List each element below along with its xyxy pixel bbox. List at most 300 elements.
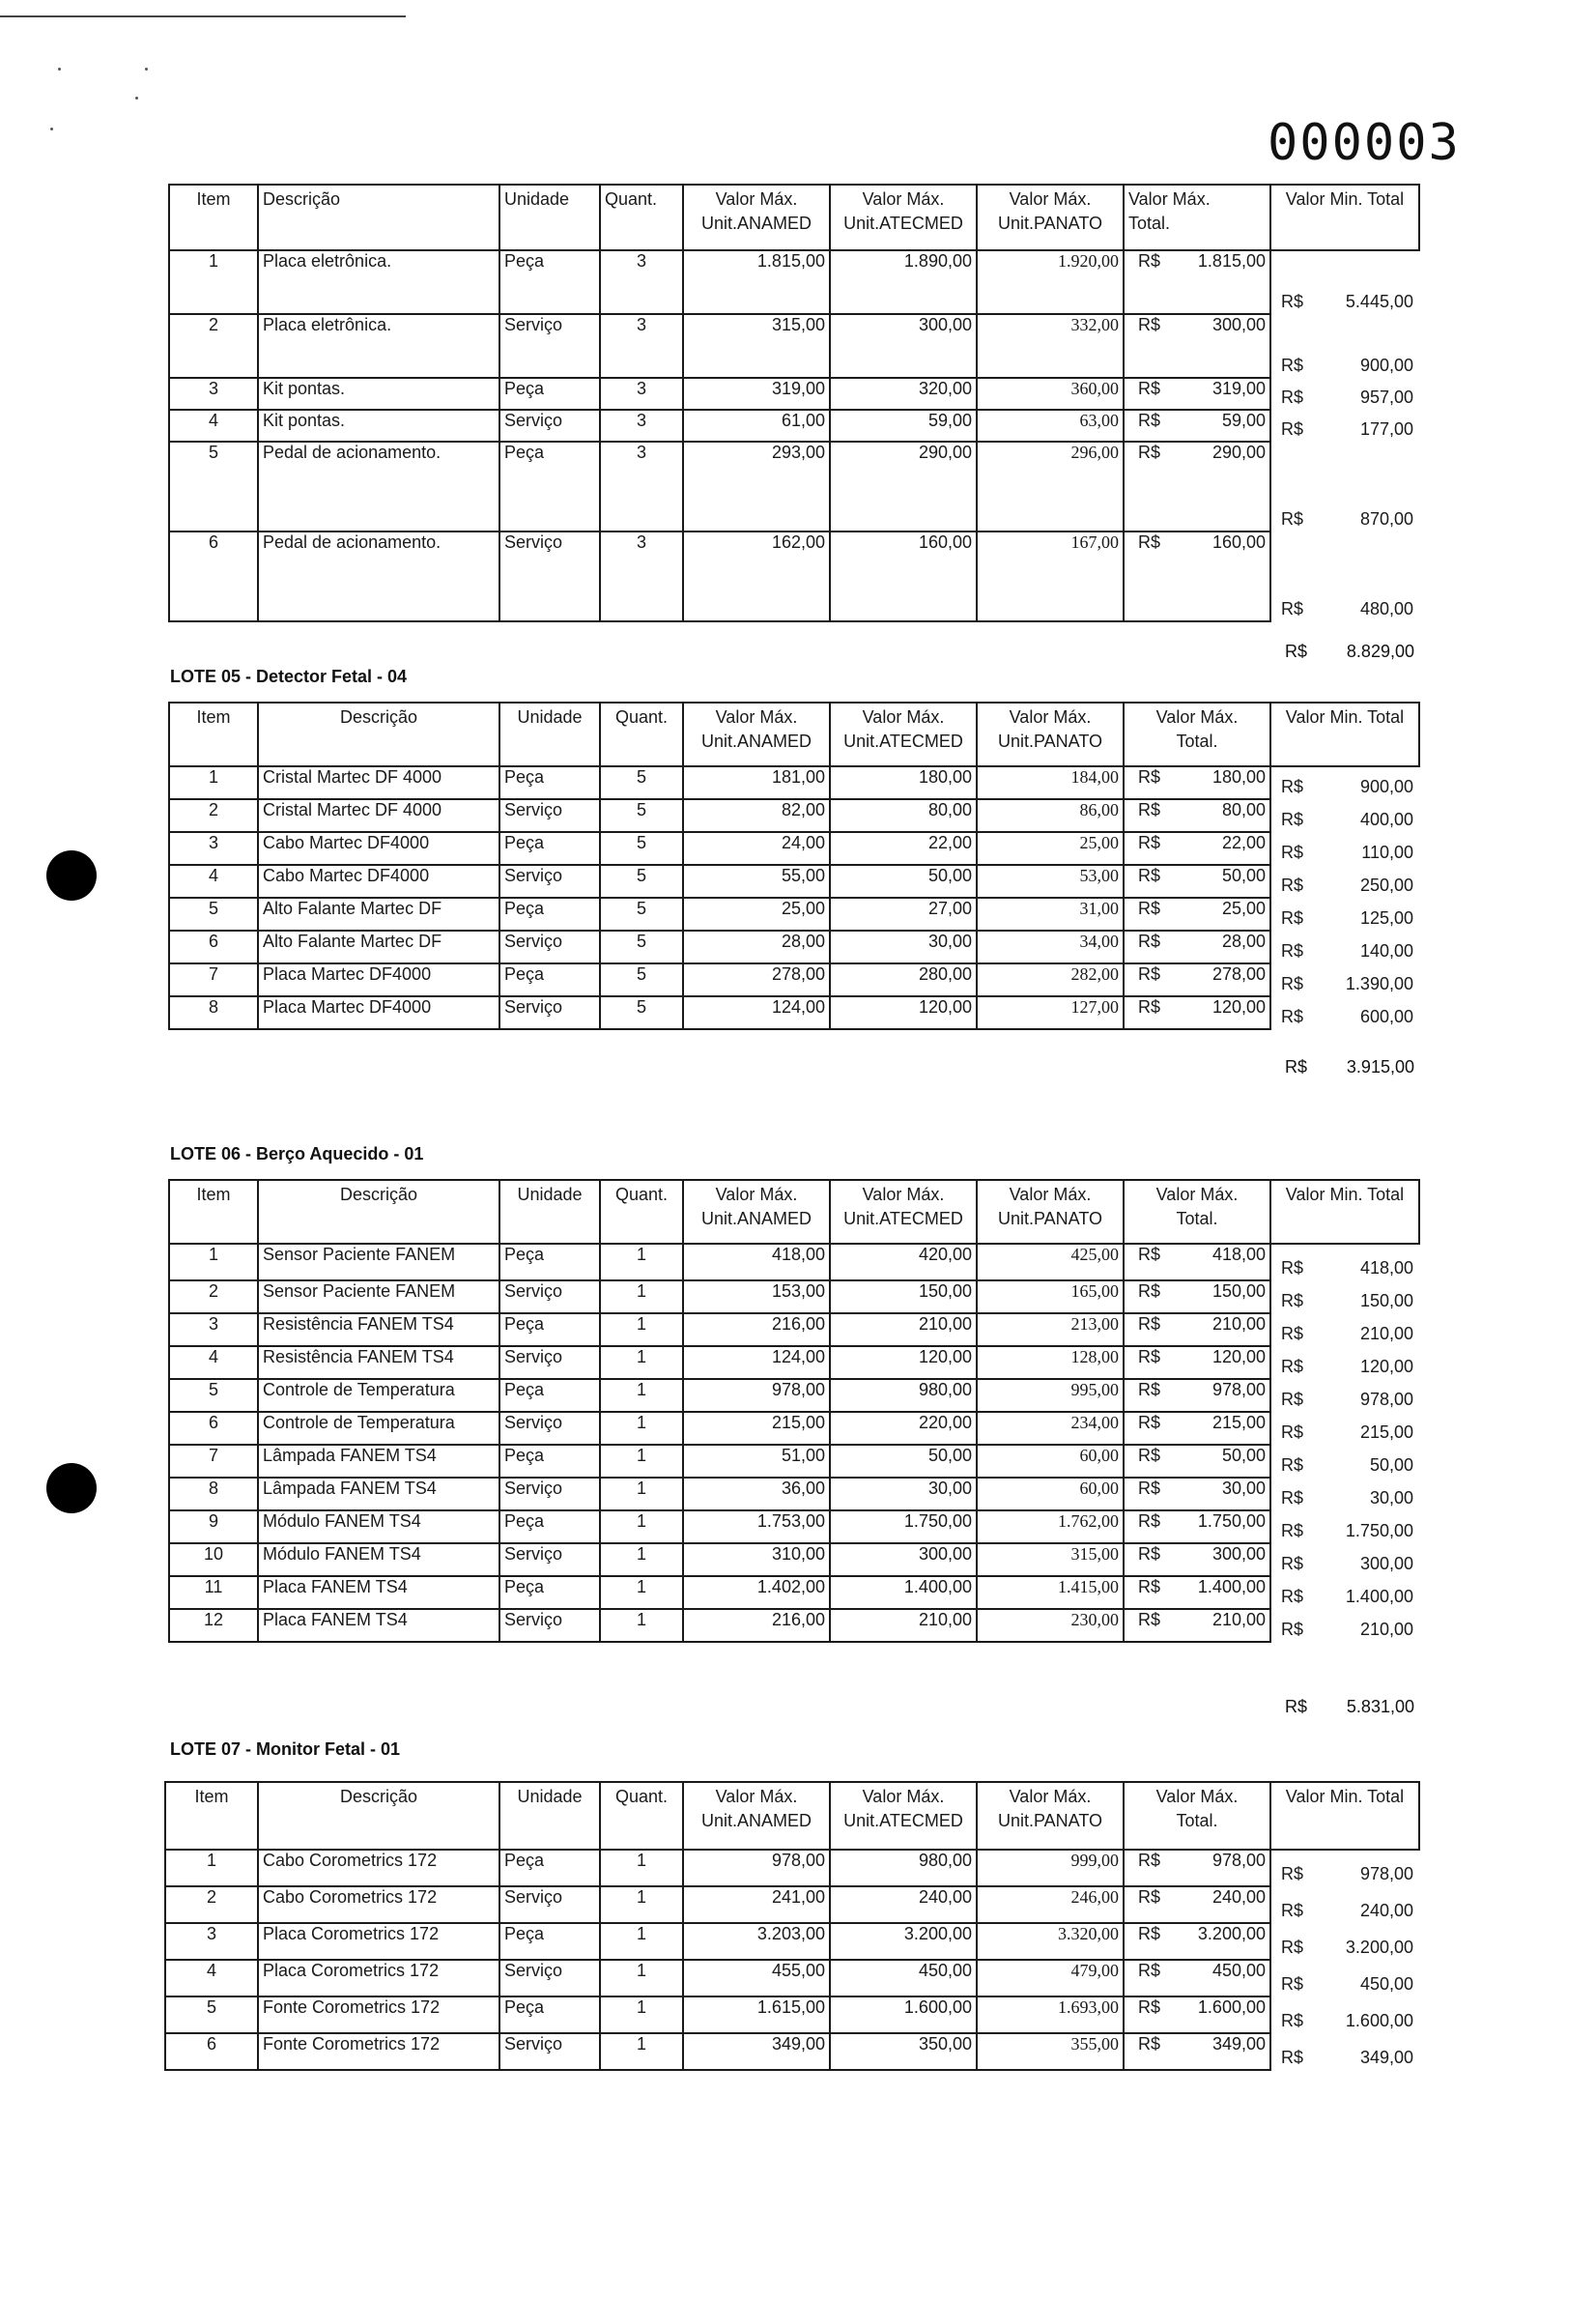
header-line: Valor Máx. <box>1009 707 1092 727</box>
cell-panato: 1.415,00 <box>977 1576 1124 1609</box>
header-line: Valor Máx. <box>1128 189 1211 209</box>
cell-quant: 1 <box>600 1313 683 1346</box>
currency-label: R$ <box>1281 1620 1304 1639</box>
cell-total-max <box>1124 832 1270 865</box>
section-title: LOTE 06 - Berço Aquecido - 01 <box>170 1144 424 1163</box>
cell-panato: 25,00 <box>977 832 1124 865</box>
max-value: 1.815,00 <box>1197 251 1266 271</box>
cell-descricao: Cristal Martec DF 4000 <box>258 766 499 799</box>
table-header-row <box>169 703 1419 766</box>
cell-unidade: Peça <box>499 1379 600 1412</box>
cell-quant: 3 <box>600 442 683 531</box>
header-total-max <box>1124 703 1270 766</box>
cell-panato: 1.693,00 <box>977 1996 1124 2033</box>
max-value: 59,00 <box>1221 411 1266 430</box>
table-row <box>169 1346 1419 1379</box>
cell-panato: 296,00 <box>977 442 1124 531</box>
header-panato <box>977 1782 1124 1850</box>
currency-label: R$ <box>1138 932 1161 951</box>
min-value: 900,00 <box>1359 777 1413 796</box>
header-line: Unit.PANATO <box>997 732 1103 751</box>
header-line: Valor Máx. <box>1155 1185 1239 1204</box>
header-item: Item <box>169 1180 258 1244</box>
table-row <box>165 1850 1419 1886</box>
cell-total-max <box>1124 314 1270 378</box>
currency-label: R$ <box>1138 2034 1161 2054</box>
cell-item: 1 <box>165 1850 258 1886</box>
cell-panato: 230,00 <box>977 1609 1124 1642</box>
cell-descricao: Pedal de acionamento. <box>258 442 499 531</box>
currency-label: R$ <box>1281 1864 1304 1883</box>
cell-descricao: Fonte Corometrics 172 <box>258 2033 499 2070</box>
currency-label: R$ <box>1281 1422 1304 1442</box>
price-table <box>168 184 1420 622</box>
cell-quant: 3 <box>600 410 683 442</box>
currency-label: R$ <box>1281 2048 1304 2067</box>
cell-item: 1 <box>169 1244 258 1280</box>
currency-label: R$ <box>1281 1488 1304 1508</box>
currency-label: R$ <box>1138 1413 1161 1432</box>
min-value: 1.390,00 <box>1345 974 1413 993</box>
cell-anamed: 3.203,00 <box>683 1923 830 1960</box>
table-row <box>169 410 1419 442</box>
currency-label: R$ <box>1138 1610 1161 1629</box>
cell-total-max <box>1124 1412 1270 1445</box>
min-value: 250,00 <box>1359 876 1413 895</box>
header-atecmed <box>830 1180 977 1244</box>
cell-quant: 1 <box>600 1412 683 1445</box>
cell-atecmed: 980,00 <box>830 1379 977 1412</box>
cell-anamed: 51,00 <box>683 1445 830 1478</box>
cell-total-max <box>1124 766 1270 799</box>
cell-anamed: 55,00 <box>683 865 830 898</box>
table-row <box>169 898 1419 931</box>
header-line: Unit.ATECMED <box>843 214 963 233</box>
cell-quant: 1 <box>600 1576 683 1609</box>
cell-anamed: 349,00 <box>683 2033 830 2070</box>
currency-label: R$ <box>1281 777 1304 796</box>
header-descricao: Descrição <box>258 1180 499 1244</box>
currency-label: R$ <box>1138 1511 1161 1531</box>
cell-descricao: Controle de Temperatura <box>258 1379 499 1412</box>
max-value: 210,00 <box>1211 1314 1266 1334</box>
min-value: 5.445,00 <box>1345 292 1413 311</box>
cell-item: 12 <box>169 1609 258 1642</box>
punch-hole <box>46 1463 97 1513</box>
cell-panato: 355,00 <box>977 2033 1124 2070</box>
cell-min-total <box>1270 1445 1419 1478</box>
currency-label: R$ <box>1138 1479 1161 1498</box>
currency-label: R$ <box>1281 292 1304 311</box>
cell-item: 4 <box>165 1960 258 1996</box>
cell-atecmed: 3.200,00 <box>830 1923 977 1960</box>
cell-item: 7 <box>169 963 258 996</box>
cell-quant: 1 <box>600 1543 683 1576</box>
cell-unidade: Peça <box>499 963 600 996</box>
currency-label: R$ <box>1281 941 1304 961</box>
cell-min-total <box>1270 898 1419 931</box>
cell-descricao: Sensor Paciente FANEM <box>258 1244 499 1280</box>
header-panato <box>977 1180 1124 1244</box>
cell-atecmed: 30,00 <box>830 1478 977 1510</box>
cell-min-total <box>1270 832 1419 865</box>
cell-descricao: Módulo FANEM TS4 <box>258 1543 499 1576</box>
table-header-row <box>165 1782 1419 1850</box>
cell-quant: 5 <box>600 898 683 931</box>
cell-unidade: Peça <box>499 442 600 531</box>
currency-label: R$ <box>1281 1258 1304 1278</box>
cell-quant: 1 <box>600 1244 683 1280</box>
header-atecmed <box>830 703 977 766</box>
max-value: 290,00 <box>1211 443 1266 462</box>
header-anamed <box>683 703 830 766</box>
cell-item: 3 <box>165 1923 258 1960</box>
cell-item: 10 <box>169 1543 258 1576</box>
header-line: Unit.ATECMED <box>843 1811 963 1830</box>
cell-panato: 63,00 <box>977 410 1124 442</box>
cell-atecmed: 350,00 <box>830 2033 977 2070</box>
min-value: 50,00 <box>1369 1455 1413 1475</box>
cell-descricao: Cristal Martec DF 4000 <box>258 799 499 832</box>
cell-total-max <box>1124 1280 1270 1313</box>
cell-unidade: Peça <box>499 832 600 865</box>
cell-quant: 1 <box>600 1923 683 1960</box>
cell-min-total <box>1270 1379 1419 1412</box>
section-title: LOTE 05 - Detector Fetal - 04 <box>170 667 408 686</box>
cell-unidade: Serviço <box>499 1886 600 1923</box>
currency-label: R$ <box>1138 1347 1161 1366</box>
cell-atecmed: 280,00 <box>830 963 977 996</box>
header-line: Unit.ATECMED <box>843 732 963 751</box>
cell-min-total <box>1270 1850 1419 1886</box>
header-unidade: Unidade <box>499 1180 600 1244</box>
currency-label: R$ <box>1138 800 1161 819</box>
cell-anamed: 241,00 <box>683 1886 830 1923</box>
cell-panato: 165,00 <box>977 1280 1124 1313</box>
min-value: 870,00 <box>1359 509 1413 529</box>
cell-atecmed: 30,00 <box>830 931 977 963</box>
cell-descricao: Placa Martec DF4000 <box>258 963 499 996</box>
cell-panato: 332,00 <box>977 314 1124 378</box>
max-value: 22,00 <box>1221 833 1266 852</box>
min-value: 900,00 <box>1359 356 1413 375</box>
header-unidade: Unidade <box>499 1782 600 1850</box>
cell-min-total <box>1270 531 1419 621</box>
currency-label: R$ <box>1138 899 1161 918</box>
cell-anamed: 1.402,00 <box>683 1576 830 1609</box>
cell-quant: 5 <box>600 931 683 963</box>
table-row <box>169 1412 1419 1445</box>
min-value: 349,00 <box>1359 2048 1413 2067</box>
header-quant: Quant. <box>600 1180 683 1244</box>
max-value: 215,00 <box>1211 1413 1266 1432</box>
table-row <box>165 1960 1419 1996</box>
cell-item: 5 <box>165 1996 258 2033</box>
min-value: 110,00 <box>1361 843 1413 862</box>
cell-atecmed: 420,00 <box>830 1244 977 1280</box>
header-unidade: Unidade <box>499 703 600 766</box>
cell-item: 1 <box>169 250 258 314</box>
cell-panato: 360,00 <box>977 378 1124 410</box>
max-value: 300,00 <box>1211 315 1266 334</box>
cell-descricao: Placa Corometrics 172 <box>258 1923 499 1960</box>
cell-item: 2 <box>169 799 258 832</box>
cell-panato: 1.920,00 <box>977 250 1124 314</box>
cell-unidade: Peça <box>499 1850 600 1886</box>
table-row <box>169 1445 1419 1478</box>
cell-unidade: Peça <box>499 250 600 314</box>
cell-item: 9 <box>169 1510 258 1543</box>
header-total-max <box>1124 1180 1270 1244</box>
header-quant: Quant. <box>600 185 683 250</box>
price-table <box>164 1781 1420 2071</box>
cell-anamed: 216,00 <box>683 1609 830 1642</box>
cell-atecmed: 1.750,00 <box>830 1510 977 1543</box>
header-line: Valor Máx. <box>715 189 798 209</box>
cell-atecmed: 320,00 <box>830 378 977 410</box>
cell-item: 4 <box>169 1346 258 1379</box>
cell-item: 5 <box>169 442 258 531</box>
cell-anamed: 418,00 <box>683 1244 830 1280</box>
cell-total-max <box>1124 1478 1270 1510</box>
cell-anamed: 293,00 <box>683 442 830 531</box>
cell-quant: 1 <box>600 1280 683 1313</box>
cell-min-total <box>1270 442 1419 531</box>
currency-label: R$ <box>1138 1851 1161 1870</box>
table-row <box>169 250 1419 314</box>
currency-label: R$ <box>1138 1887 1161 1907</box>
cell-descricao: Resistência FANEM TS4 <box>258 1346 499 1379</box>
currency-label: R$ <box>1138 1961 1161 1980</box>
cell-descricao: Fonte Corometrics 172 <box>258 1996 499 2033</box>
cell-descricao: Placa FANEM TS4 <box>258 1609 499 1642</box>
currency-label: R$ <box>1138 833 1161 852</box>
min-value: 140,00 <box>1359 941 1413 961</box>
page-number-stamp: 000003 <box>1268 114 1461 172</box>
cell-atecmed: 180,00 <box>830 766 977 799</box>
cell-min-total <box>1270 1244 1419 1280</box>
cell-unidade: Peça <box>499 1244 600 1280</box>
cell-unidade: Peça <box>499 1510 600 1543</box>
cell-anamed: 162,00 <box>683 531 830 621</box>
max-value: 450,00 <box>1211 1961 1266 1980</box>
header-total-max <box>1124 1782 1270 1850</box>
cell-unidade: Peça <box>499 766 600 799</box>
cell-descricao: Alto Falante Martec DF <box>258 931 499 963</box>
currency-label: R$ <box>1281 1901 1304 1920</box>
cell-descricao: Cabo Martec DF4000 <box>258 832 499 865</box>
cell-min-total <box>1270 799 1419 832</box>
table-header-row <box>169 185 1419 250</box>
cell-anamed: 153,00 <box>683 1280 830 1313</box>
currency-label: R$ <box>1281 1291 1304 1310</box>
currency-label: R$ <box>1281 1455 1304 1475</box>
header-line: Total. <box>1176 1811 1218 1830</box>
header-min-total: Valor Min. Total <box>1270 1782 1419 1850</box>
currency-label: R$ <box>1138 964 1161 984</box>
cell-atecmed: 120,00 <box>830 996 977 1029</box>
cell-atecmed: 160,00 <box>830 531 977 621</box>
currency-label: R$ <box>1138 379 1161 398</box>
cell-descricao: Alto Falante Martec DF <box>258 898 499 931</box>
cell-panato: 995,00 <box>977 1379 1124 1412</box>
cell-unidade: Serviço <box>499 1346 600 1379</box>
cell-quant: 1 <box>600 1886 683 1923</box>
cell-quant: 3 <box>600 531 683 621</box>
cell-min-total <box>1270 314 1419 378</box>
max-value: 1.400,00 <box>1197 1577 1266 1596</box>
currency-label: R$ <box>1281 843 1304 862</box>
header-line: Unit.PANATO <box>997 1811 1103 1830</box>
cell-anamed: 319,00 <box>683 378 830 410</box>
cell-quant: 5 <box>600 865 683 898</box>
cell-panato: 60,00 <box>977 1445 1124 1478</box>
cell-anamed: 36,00 <box>683 1478 830 1510</box>
cell-descricao: Módulo FANEM TS4 <box>258 1510 499 1543</box>
max-value: 278,00 <box>1211 964 1266 984</box>
header-line: Valor Máx. <box>862 707 945 727</box>
cell-min-total <box>1270 1313 1419 1346</box>
max-value: 319,00 <box>1211 379 1266 398</box>
cell-min-total <box>1270 2033 1419 2070</box>
cell-item: 3 <box>169 1313 258 1346</box>
header-line: Valor Máx. <box>862 189 945 209</box>
cell-item: 8 <box>169 1478 258 1510</box>
cell-atecmed: 300,00 <box>830 1543 977 1576</box>
currency-label: R$ <box>1281 1521 1304 1540</box>
min-value: 480,00 <box>1359 599 1413 618</box>
currency-label: R$ <box>1138 1544 1161 1564</box>
cell-unidade: Peça <box>499 1576 600 1609</box>
header-item: Item <box>169 703 258 766</box>
header-line: Valor Máx. <box>862 1787 945 1806</box>
table-row <box>169 1543 1419 1576</box>
header-atecmed <box>830 185 977 250</box>
currency-label: R$ <box>1138 1446 1161 1465</box>
cell-item: 3 <box>169 832 258 865</box>
cell-descricao: Placa FANEM TS4 <box>258 1576 499 1609</box>
currency-label: R$ <box>1281 1390 1304 1409</box>
cell-panato: 1.762,00 <box>977 1510 1124 1543</box>
currency-label: R$ <box>1281 1587 1304 1606</box>
cell-quant: 1 <box>600 1478 683 1510</box>
cell-quant: 5 <box>600 996 683 1029</box>
min-value: 120,00 <box>1359 1357 1413 1376</box>
table-header-row <box>169 1180 1419 1244</box>
header-line: Unit.PANATO <box>997 1209 1103 1228</box>
header-line: Total. <box>1176 732 1218 751</box>
cell-atecmed: 50,00 <box>830 1445 977 1478</box>
cell-quant: 1 <box>600 2033 683 2070</box>
scan-speck <box>135 97 138 100</box>
cell-quant: 3 <box>600 314 683 378</box>
min-value: 957,00 <box>1359 388 1413 407</box>
cell-unidade: Serviço <box>499 865 600 898</box>
scan-speck <box>145 68 148 71</box>
header-line: Unit.ANAMED <box>700 1811 812 1830</box>
cell-item: 6 <box>169 1412 258 1445</box>
max-value: 150,00 <box>1211 1281 1266 1301</box>
cell-descricao: Placa eletrônica. <box>258 250 499 314</box>
table-row <box>169 314 1419 378</box>
max-value: 1.750,00 <box>1197 1511 1266 1531</box>
cell-descricao: Cabo Corometrics 172 <box>258 1886 499 1923</box>
cell-quant: 1 <box>600 1445 683 1478</box>
table-row <box>165 1996 1419 2033</box>
cell-unidade: Peça <box>499 1445 600 1478</box>
cell-total-max <box>1124 531 1270 621</box>
header-min-total: Valor Min. Total <box>1270 703 1419 766</box>
cell-quant: 3 <box>600 250 683 314</box>
cell-item: 6 <box>169 931 258 963</box>
cell-total-max <box>1124 1886 1270 1923</box>
cell-unidade: Serviço <box>499 1412 600 1445</box>
cell-total-max <box>1124 1346 1270 1379</box>
header-atecmed <box>830 1782 977 1850</box>
price-table <box>168 702 1420 1030</box>
cell-unidade: Peça <box>499 898 600 931</box>
cell-min-total <box>1270 1510 1419 1543</box>
cell-descricao: Placa Corometrics 172 <box>258 1960 499 1996</box>
table-row <box>165 1886 1419 1923</box>
cell-total-max <box>1124 2033 1270 2070</box>
header-line: Valor Máx. <box>1155 707 1239 727</box>
cell-anamed: 215,00 <box>683 1412 830 1445</box>
cell-min-total <box>1270 1346 1419 1379</box>
min-value: 978,00 <box>1359 1864 1413 1883</box>
currency-label: R$ <box>1281 810 1304 829</box>
header-item: Item <box>165 1782 258 1850</box>
cell-unidade: Serviço <box>499 1478 600 1510</box>
cell-item: 3 <box>169 378 258 410</box>
header-panato <box>977 703 1124 766</box>
cell-item: 8 <box>169 996 258 1029</box>
cell-atecmed: 22,00 <box>830 832 977 865</box>
cell-unidade: Peça <box>499 1923 600 1960</box>
currency-label: R$ <box>1138 251 1161 271</box>
currency-label: R$ <box>1281 876 1304 895</box>
cell-anamed: 24,00 <box>683 832 830 865</box>
cell-descricao: Cabo Corometrics 172 <box>258 1850 499 1886</box>
cell-atecmed: 220,00 <box>830 1412 977 1445</box>
cell-anamed: 978,00 <box>683 1850 830 1886</box>
currency-label: R$ <box>1138 443 1161 462</box>
min-value: 30,00 <box>1369 1488 1413 1508</box>
cell-anamed: 124,00 <box>683 1346 830 1379</box>
max-value: 978,00 <box>1211 1380 1266 1399</box>
cell-quant: 1 <box>600 1609 683 1642</box>
max-value: 3.200,00 <box>1197 1924 1266 1943</box>
table-row <box>165 2033 1419 2070</box>
cell-descricao: Kit pontas. <box>258 378 499 410</box>
currency-label: R$ <box>1138 1314 1161 1334</box>
min-value: 418,00 <box>1359 1258 1413 1278</box>
cell-item: 5 <box>169 898 258 931</box>
cell-panato: 184,00 <box>977 766 1124 799</box>
max-value: 25,00 <box>1221 899 1266 918</box>
cell-total-max <box>1124 1960 1270 1996</box>
currency-label: R$ <box>1138 866 1161 885</box>
min-value: 1.750,00 <box>1345 1521 1413 1540</box>
section-title: LOTE 07 - Monitor Fetal - 01 <box>170 1739 401 1759</box>
currency-label: R$ <box>1281 1974 1304 1994</box>
cell-item: 11 <box>169 1576 258 1609</box>
header-line: Valor Máx. <box>1009 189 1092 209</box>
cell-total-max <box>1124 1313 1270 1346</box>
header-line: Total. <box>1128 214 1171 233</box>
header-line: Unit.ANAMED <box>700 732 812 751</box>
scan-speck <box>50 128 53 130</box>
